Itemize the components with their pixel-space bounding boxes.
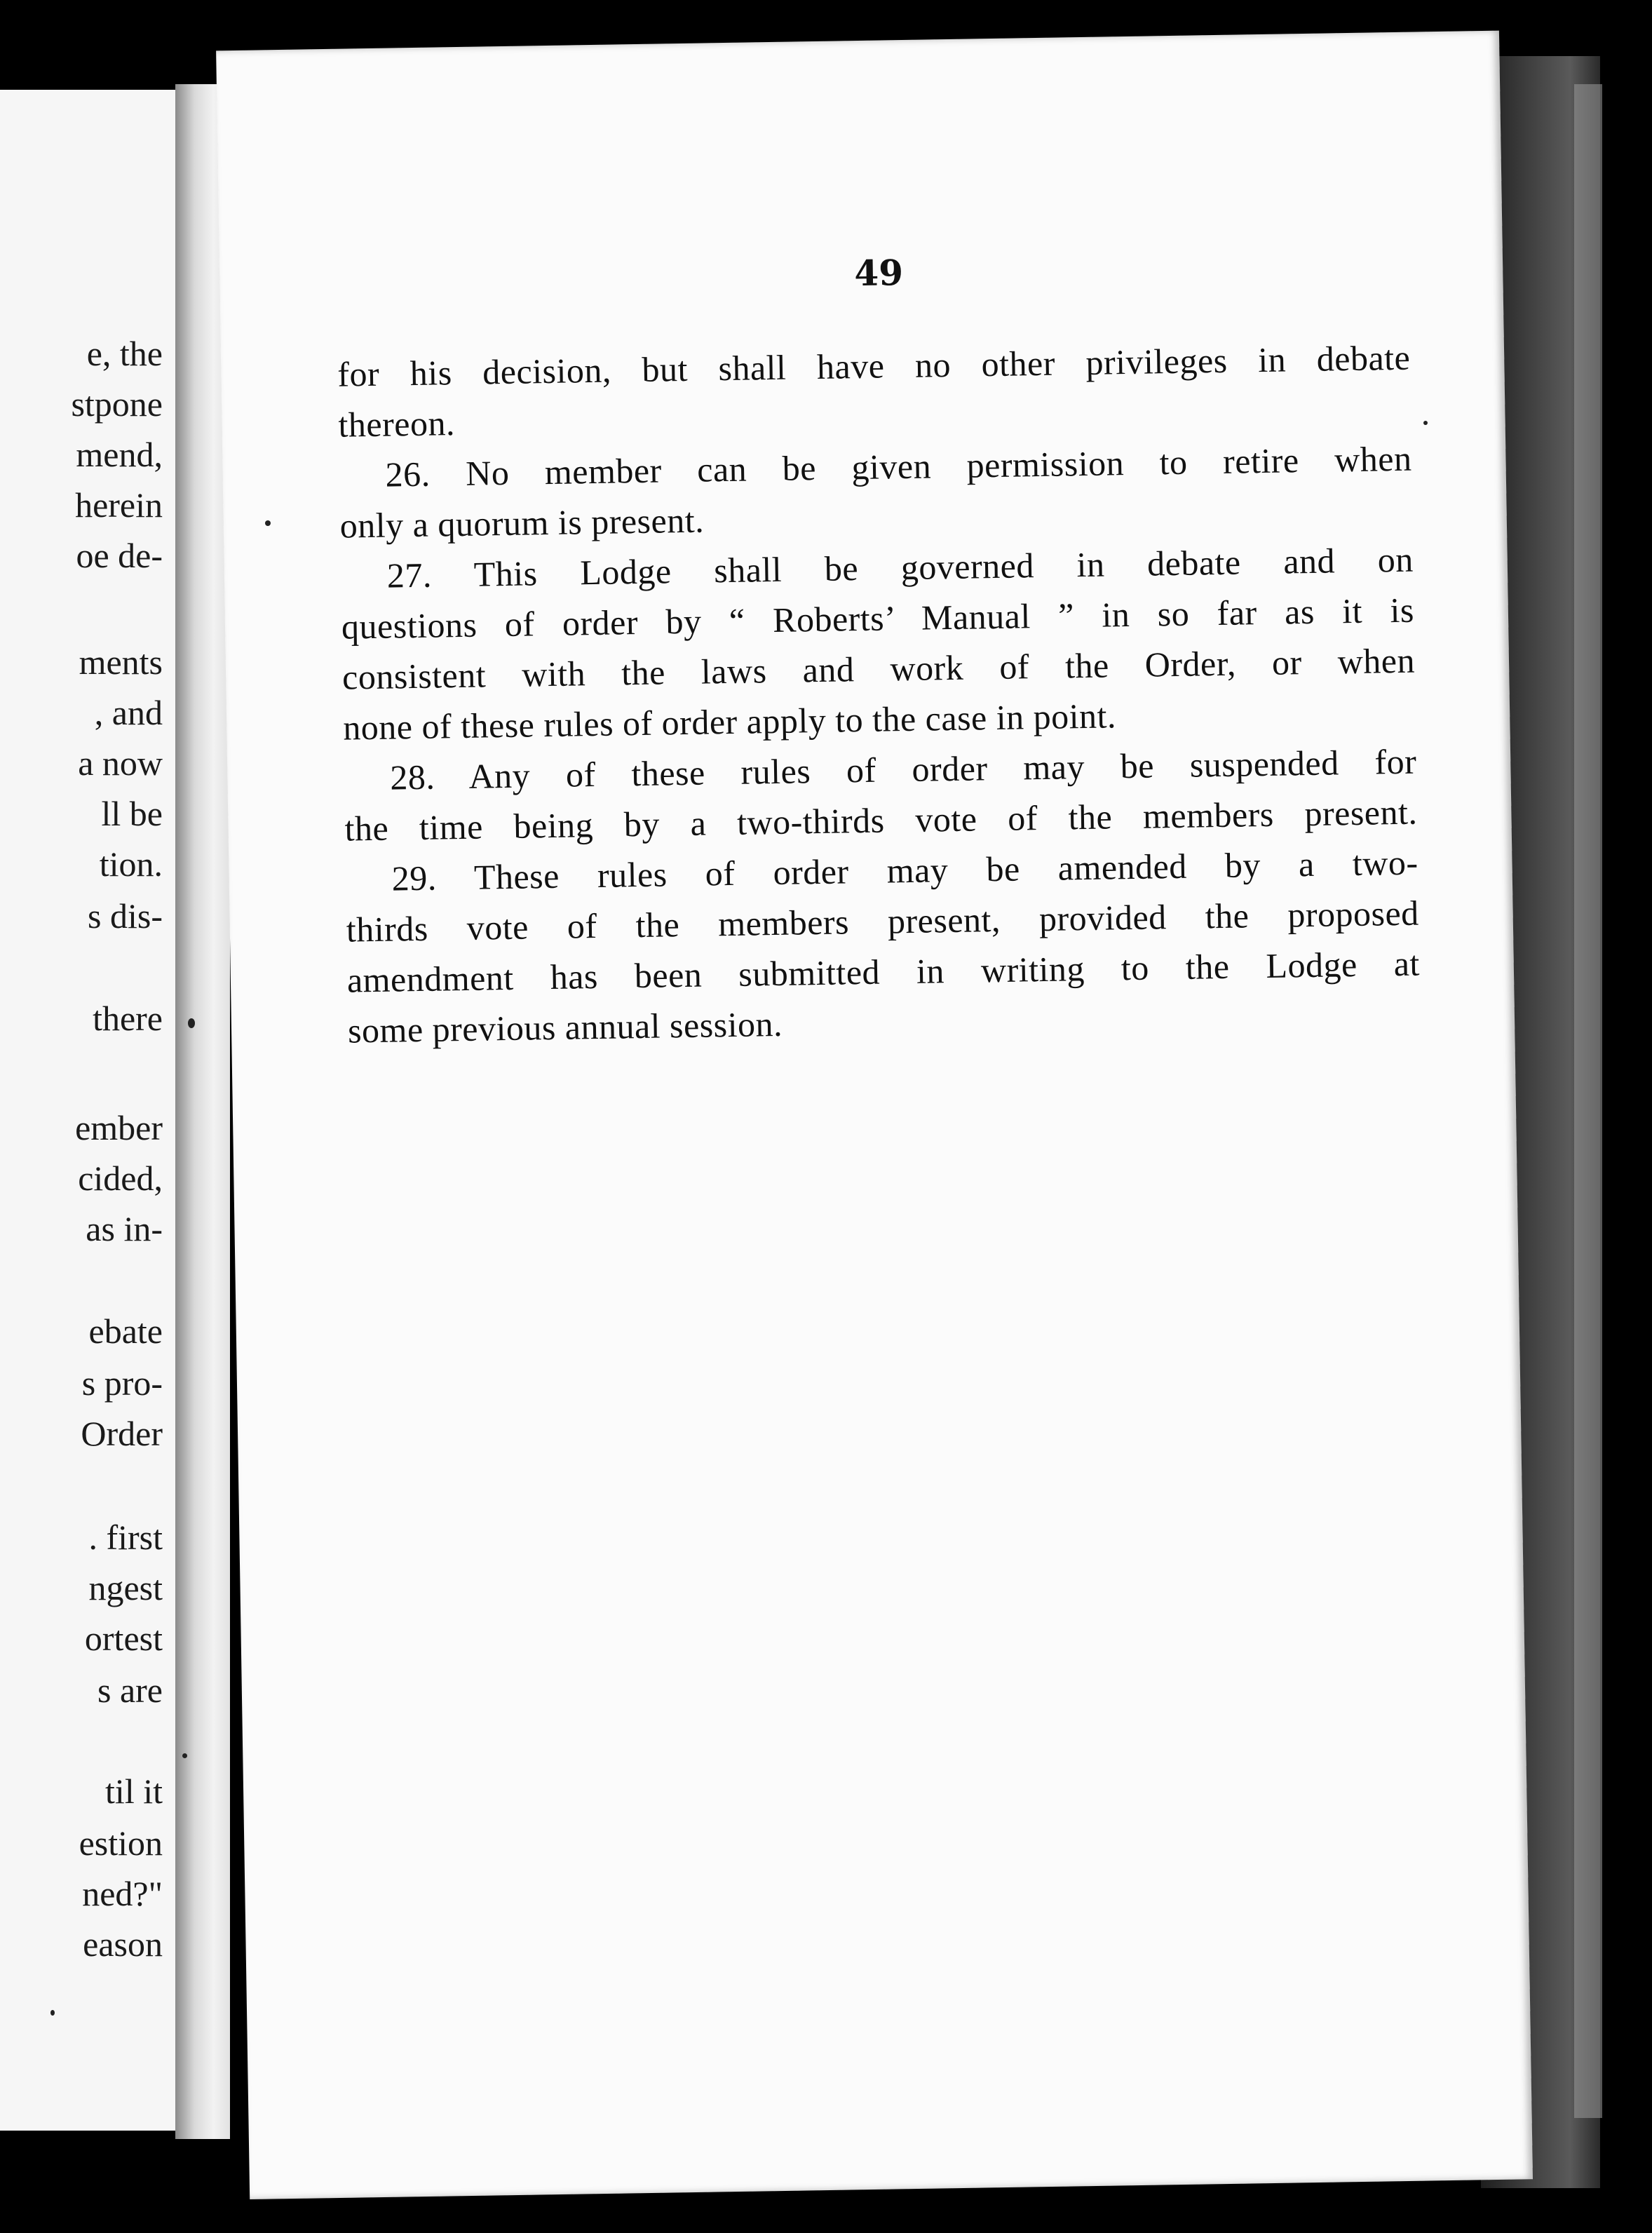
left-page-text-fragment: , and bbox=[94, 693, 163, 732]
left-page-text-fragment: as in- bbox=[86, 1209, 163, 1248]
left-page-text-fragment: stpone bbox=[71, 384, 163, 424]
scan-speck bbox=[50, 2010, 55, 2016]
page-body-text bbox=[337, 332, 1421, 1056]
spine-highlight bbox=[1574, 84, 1602, 2118]
left-page-text-fragment: s are bbox=[97, 1671, 163, 1710]
rule-29-line: 29. These rules of order may be amended by a two- bbox=[391, 842, 1419, 898]
left-page-text-fragment: herein bbox=[75, 485, 163, 525]
left-page-text-fragment: ll be bbox=[101, 794, 163, 833]
left-page-text-fragment: ebate bbox=[88, 1311, 163, 1351]
left-page-text-fragment: ember bbox=[75, 1108, 163, 1147]
text-line: only a quorum is present. bbox=[339, 500, 705, 546]
left-page-text-fragment: cided, bbox=[78, 1159, 163, 1198]
left-page-text-fragment: a now bbox=[78, 743, 163, 783]
left-page-text-fragment: ments bbox=[79, 642, 163, 682]
left-page-text-fragment: . first bbox=[88, 1518, 163, 1557]
left-page-text-fragment: estion bbox=[79, 1823, 163, 1863]
scan-speck bbox=[265, 520, 271, 526]
text-line: some previous annual session. bbox=[347, 1004, 783, 1051]
scan-speck bbox=[1423, 421, 1428, 425]
text-line: questions of order by “ Roberts’ Manual ” in so far as it is bbox=[341, 590, 1415, 647]
scan-speck bbox=[182, 1753, 187, 1758]
left-page-text-fragment: s dis- bbox=[88, 896, 163, 936]
right-page bbox=[216, 31, 1533, 2199]
text-line: none of these rules of order apply to the case in point. bbox=[342, 696, 1117, 748]
left-page-text-fragment: ngest bbox=[88, 1568, 163, 1607]
left-page-text-fragment: oe de- bbox=[76, 536, 163, 575]
rule-27-line: 27. This Lodge shall be governed in debate and on bbox=[386, 539, 1414, 595]
left-page-text-fragment: ned?" bbox=[82, 1874, 163, 1913]
left-page-text-fragment: Order bbox=[81, 1414, 163, 1453]
text-line: consistent with the laws and work of the Order, or when bbox=[341, 640, 1416, 697]
left-page-text-fragment: ortest bbox=[84, 1619, 163, 1658]
page-number: 49 bbox=[853, 252, 904, 295]
text-line: thirds vote of the members present, provided the proposed bbox=[346, 893, 1420, 950]
text-line: thereon. bbox=[338, 403, 456, 445]
left-facing-page bbox=[0, 90, 181, 2131]
left-page-text-fragment: e, the bbox=[86, 334, 163, 373]
rule-28-line: 28. Any of these rules of order may be suspended for bbox=[389, 741, 1417, 797]
left-page-text-fragment: there bbox=[93, 999, 163, 1038]
left-page-text-fragment: mend, bbox=[76, 435, 163, 474]
text-line: amendment has been submitted in writing to the Lodge at bbox=[346, 943, 1421, 1000]
left-page-text-fragment: til it bbox=[105, 1772, 163, 1811]
left-page-text-fragment: s pro- bbox=[81, 1363, 163, 1403]
text-line: for his decision, but shall have no other privileges in debate bbox=[337, 337, 1411, 394]
scan-speck bbox=[188, 1018, 195, 1028]
text-line: the time being by a two-thirds vote of the members present. bbox=[344, 792, 1418, 849]
rule-26-line: 26. No member can be given permission to retire when bbox=[385, 438, 1412, 494]
left-page-text-fragment: eason bbox=[83, 1924, 163, 1964]
left-page-text-fragment: tion. bbox=[99, 844, 163, 884]
